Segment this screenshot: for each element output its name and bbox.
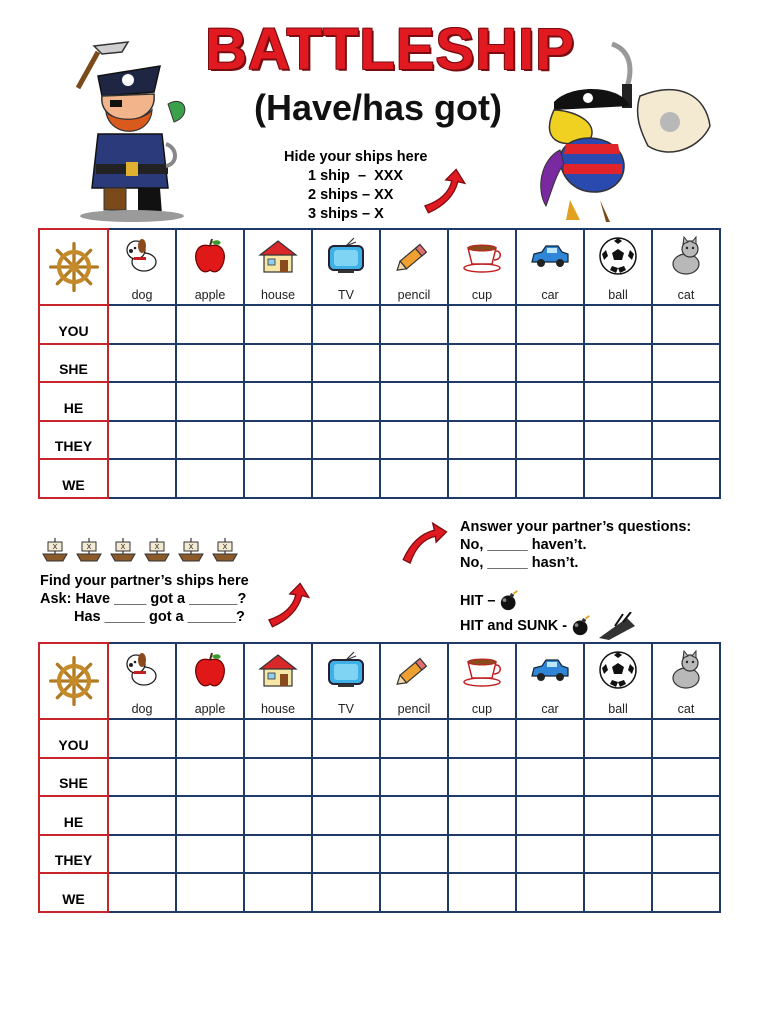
row-header: HE [39,382,108,421]
sinking-ship-icon [597,612,637,640]
hide-line: 2 ships – XX [308,187,394,203]
ship-wheel-icon [49,242,99,292]
column-header [108,229,176,305]
column-label: cup [471,288,493,302]
column-label: ball [608,702,628,716]
column-header [652,643,720,719]
car-icon [530,650,570,690]
grid-cell[interactable] [176,758,244,797]
column-header [244,229,312,305]
grid-cell[interactable] [176,421,244,460]
grid-cell[interactable] [652,873,720,912]
grid-cell[interactable] [516,421,584,460]
grid-cell[interactable] [244,758,312,797]
grid-cell[interactable] [584,305,652,344]
column-header [108,643,176,719]
dog-icon [122,236,162,276]
row-header: THEY [39,421,108,460]
grid-cell[interactable] [448,873,516,912]
dog-icon [122,650,162,690]
hit-sunk-label: HIT and SUNK - [460,618,568,634]
hide-line: 3 ships – X [308,206,384,222]
ship-wheel-icon [49,656,99,706]
hit-legend [460,590,637,640]
grid-cell[interactable] [108,796,176,835]
grid-cell[interactable] [584,459,652,498]
ship-token-icon [74,534,104,564]
grid-cell[interactable] [312,459,380,498]
grid-cell[interactable] [380,421,448,460]
ship-token-icon [142,534,172,564]
row-header: WE [39,459,108,498]
column-label: dog [131,288,153,302]
grid-corner [39,643,108,719]
find-heading: Find your partner’s ships here [40,573,249,589]
grid-cell[interactable] [448,719,516,758]
grid-cell[interactable] [108,835,176,874]
house-icon [258,650,298,690]
column-header [516,229,584,305]
grid-cell[interactable] [312,344,380,383]
grid-cell[interactable] [108,421,176,460]
grid-cell[interactable] [584,382,652,421]
row-header: HE [39,796,108,835]
grid-cell[interactable] [312,873,380,912]
house-icon [258,236,298,276]
grid-cell[interactable] [176,344,244,383]
grid-cell[interactable] [176,719,244,758]
page-title: BATTLESHIP [205,17,575,82]
grid-cell[interactable] [312,421,380,460]
column-header [312,643,380,719]
grid-cell[interactable] [584,344,652,383]
tv-icon [326,650,366,690]
cup-icon [462,650,502,690]
grid-cell[interactable] [312,835,380,874]
answer-heading: Answer your partner’s questions: [460,519,692,535]
grid-cell[interactable] [244,459,312,498]
grid-cell[interactable] [380,719,448,758]
column-header [652,229,720,305]
ship-token-icon [108,534,138,564]
grid-cell[interactable] [244,382,312,421]
grid-cell[interactable] [244,796,312,835]
arrow-icon [398,516,450,572]
grid-cell[interactable] [516,459,584,498]
column-header [584,229,652,305]
grid-cell[interactable] [244,835,312,874]
tv-icon [326,236,366,276]
grid-corner [39,229,108,305]
grid-cell[interactable] [652,758,720,797]
grid-cell[interactable] [652,421,720,460]
column-label: house [260,702,296,716]
arrow-icon [260,580,316,632]
row-header: YOU [39,719,108,758]
column-header [312,229,380,305]
column-label: car [541,702,559,716]
grid-cell[interactable] [380,758,448,797]
grid-cell[interactable] [176,796,244,835]
hide-instructions [284,148,427,224]
grid-cell[interactable] [176,382,244,421]
grid-cell[interactable] [244,305,312,344]
grid-cell[interactable] [312,719,380,758]
row-header: WE [39,873,108,912]
grid-cell[interactable] [380,459,448,498]
grid-cell[interactable] [516,873,584,912]
grid-cell[interactable] [108,719,176,758]
grid-cell[interactable] [584,796,652,835]
grid-cell[interactable] [244,344,312,383]
find-instructions [40,572,249,626]
column-label: TV [338,288,354,302]
apple-icon [190,650,230,690]
grid-cell[interactable] [652,305,720,344]
grid-cell[interactable] [652,835,720,874]
answer-line: No, _____ hasn’t. [460,555,579,571]
grid-cell[interactable] [108,344,176,383]
grid-cell[interactable] [244,421,312,460]
grid-cell[interactable] [516,719,584,758]
column-label: cat [677,702,695,716]
answer-instructions [460,518,691,572]
column-header [516,643,584,719]
grid-cell[interactable] [448,344,516,383]
column-label: apple [194,288,226,302]
grid-cell[interactable] [652,719,720,758]
grid-cell[interactable] [312,796,380,835]
grid-cell[interactable] [584,835,652,874]
row-header: YOU [39,305,108,344]
grid-cell[interactable] [244,873,312,912]
column-label: dog [131,702,153,716]
grid-cell[interactable] [448,796,516,835]
find-has: Has _____ got a ______? [74,609,245,625]
ship-token-icon [40,534,70,564]
column-header [244,643,312,719]
column-label: pencil [397,288,431,302]
cat-icon [666,236,706,276]
grid-cell[interactable] [652,382,720,421]
grid-cell[interactable] [108,305,176,344]
column-header [176,643,244,719]
answer-line: No, _____ haven’t. [460,537,587,553]
grid-cell[interactable] [652,796,720,835]
grid-cell[interactable] [448,382,516,421]
grid-cell[interactable] [176,835,244,874]
grid-cell[interactable] [380,796,448,835]
column-header [380,229,448,305]
pencil-icon [394,236,434,276]
column-label: apple [194,702,226,716]
column-header [584,643,652,719]
grid-cell[interactable] [312,305,380,344]
grid-cell[interactable] [176,459,244,498]
column-label: house [260,288,296,302]
car-icon [530,236,570,276]
grid-cell[interactable] [584,873,652,912]
cat-icon [666,650,706,690]
grid-cell[interactable] [516,758,584,797]
hide-line: 1 ship – XXX [308,168,404,184]
pencil-icon [394,650,434,690]
ball-icon [598,650,638,690]
ship-token-icon [176,534,206,564]
apple-icon [190,236,230,276]
grid-cell[interactable] [176,873,244,912]
grid-cell[interactable] [108,873,176,912]
cup-icon [462,236,502,276]
row-header: SHE [39,344,108,383]
grid-cell[interactable] [584,421,652,460]
grid-cell[interactable] [380,305,448,344]
column-header [448,643,516,719]
grid-cell[interactable] [448,421,516,460]
grid-cell[interactable] [448,758,516,797]
hide-grid [38,228,721,499]
pirate-icon [62,38,202,224]
grid-cell[interactable] [380,873,448,912]
column-label: ball [608,288,628,302]
grid-cell[interactable] [176,305,244,344]
hit-label: HIT – [460,593,496,609]
grid-cell[interactable] [448,835,516,874]
grid-cell[interactable] [516,796,584,835]
grid-cell[interactable] [380,382,448,421]
bomb-icon [571,615,593,637]
grid-cell[interactable] [584,758,652,797]
column-label: cup [471,702,493,716]
grid-cell[interactable] [516,344,584,383]
grid-cell[interactable] [448,305,516,344]
row-header: THEY [39,835,108,874]
column-label: car [541,288,559,302]
bomb-icon [499,590,521,612]
grid-cell[interactable] [108,758,176,797]
grid-cell[interactable] [516,382,584,421]
grid-cell[interactable] [448,459,516,498]
hide-heading: Hide your ships here [284,149,428,165]
grid-cell[interactable] [108,459,176,498]
grid-cell[interactable] [312,382,380,421]
ship-tokens [40,534,240,564]
column-label: pencil [397,702,431,716]
grid-cell[interactable] [244,719,312,758]
column-header [176,229,244,305]
grid-cell[interactable] [108,382,176,421]
grid-cell[interactable] [312,758,380,797]
find-grid [38,642,721,913]
grid-cell[interactable] [380,835,448,874]
grid-cell[interactable] [380,344,448,383]
find-ask: Ask: Have ____ got a ______? [40,591,247,607]
page-subtitle: (Have/has got) [253,87,503,128]
column-header [380,643,448,719]
ship-token-icon [210,534,240,564]
grid-cell[interactable] [652,344,720,383]
arrow-icon [416,166,472,218]
column-label: TV [338,702,354,716]
grid-cell[interactable] [584,719,652,758]
column-header [448,229,516,305]
grid-cell[interactable] [516,305,584,344]
row-header: SHE [39,758,108,797]
grid-cell[interactable] [516,835,584,874]
ball-icon [598,236,638,276]
grid-cell[interactable] [652,459,720,498]
column-label: cat [677,288,695,302]
